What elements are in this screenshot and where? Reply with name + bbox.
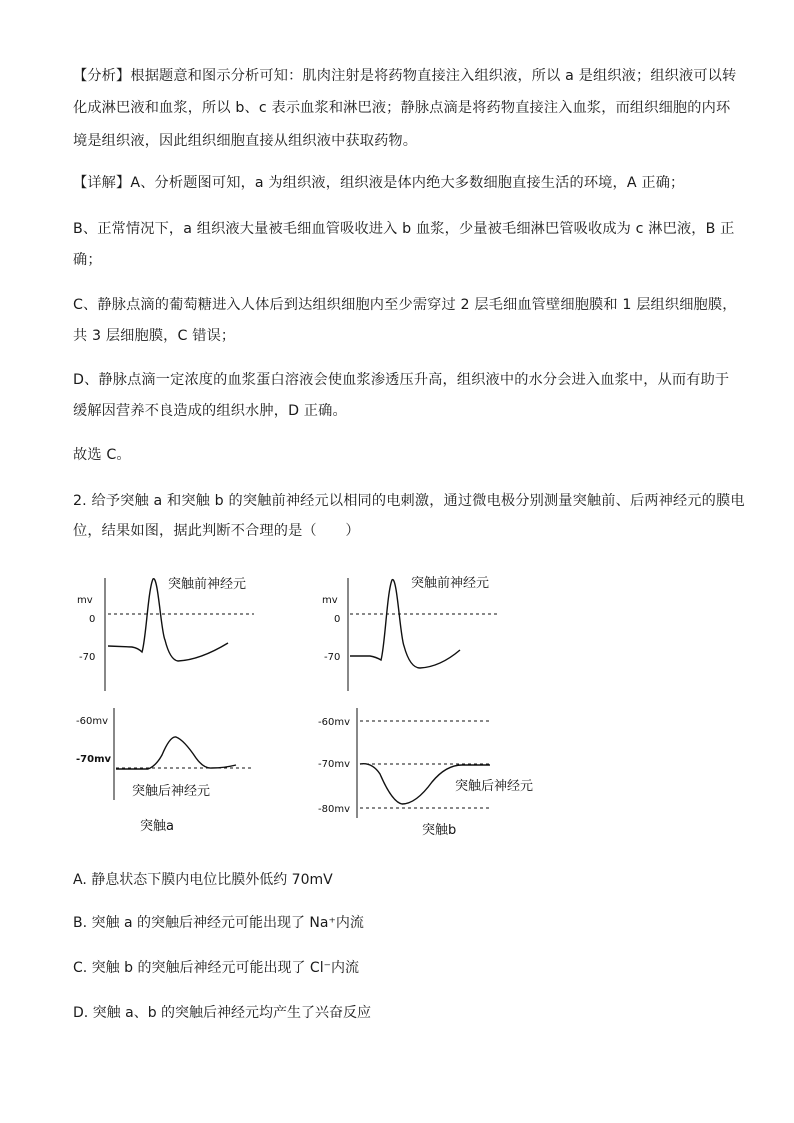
- panel-b-pre: [322, 575, 497, 691]
- panel-b-post-tick-neg60mv: -60mv: [318, 717, 350, 728]
- panel-a-post: [76, 708, 253, 834]
- panel-b-post-title: 突触后神经元: [455, 779, 534, 794]
- panel-b-caption: 突触b: [422, 823, 457, 838]
- panel-b-pre-title: 突触前神经元: [411, 576, 490, 591]
- panel-a-post-tick-neg70mv: -70mv: [76, 754, 112, 765]
- panel-b-post-tick-neg80mv: -80mv: [318, 804, 350, 815]
- detail-c-line-1: C、静脉点滴的葡萄糖进入人体后到达组织细胞内至少需穿过 2 层毛细血管壁细胞膜和 1 层组织细胞膜，: [73, 297, 737, 313]
- detail-b-line-2: 确；: [73, 252, 102, 268]
- panel-a-post-trace: [116, 737, 236, 769]
- detail-b-line-1: B、正常情况下，a 组织液大量被毛细血管吸收进入 b 血浆，少量被毛细淋巴管吸收成为 c 淋巴液，B 正: [73, 221, 735, 237]
- option-c: C. 突触 b 的突触后神经元可能出现了 Cl⁻内流: [73, 960, 359, 976]
- panel-a-pre-title: 突触前神经元: [168, 577, 247, 592]
- panel-b-pre-tick-0: 0: [334, 614, 341, 625]
- analysis-line-3: 境是组织液，因此组织细胞直接从组织液中获取药物。: [73, 133, 418, 149]
- option-d: D. 突触 a、b 的突触后神经元均产生了兴奋反应: [73, 1005, 372, 1021]
- panel-b-pre-tick-neg70: -70: [324, 652, 341, 663]
- detail-c-line-2: 共 3 层细胞膜，C 错误；: [73, 328, 236, 344]
- panel-a-pre: [77, 576, 254, 691]
- panel-b-pre-unit: mv: [322, 595, 338, 606]
- question-line-2: 位，结果如图，据此判断不合理的是（ ）: [73, 523, 360, 539]
- panel-a-caption: 突触a: [140, 819, 174, 834]
- panel-a-pre-tick-neg70: -70: [79, 652, 96, 663]
- panel-a-post-tick-neg60mv: -60mv: [76, 716, 108, 727]
- detail-a: 【详解】A、分析题图可知，a 为组织液，组织液是体内绝大多数细胞直接生活的环境，A 正确；: [73, 175, 685, 191]
- analysis-line-2: 化成淋巴液和血浆，所以 b、c 表示血浆和淋巴液；静脉点滴是将药物直接注入血浆，而组织细胞的内环: [73, 100, 731, 116]
- panel-a-pre-unit: mv: [77, 595, 93, 606]
- detail-d-line-1: D、静脉点滴一定浓度的血浆蛋白溶液会使血浆渗透压升高，组织液中的水分会进入血浆中，从而有助于: [73, 372, 730, 388]
- detail-choice: 故选 C。: [73, 447, 131, 463]
- figure: [0, 560, 794, 850]
- option-a: A. 静息状态下膜内电位比膜外低约 70mV: [73, 872, 333, 888]
- analysis-line-1: 【分析】根据题意和图示分析可知：肌肉注射是将药物直接注入组织液，所以 a 是组织液；组织液可以转: [73, 68, 737, 84]
- option-b: B. 突触 a 的突触后神经元可能出现了 Na⁺内流: [73, 915, 364, 931]
- question-line-1: 2. 给予突触 a 和突触 b 的突触前神经元以相同的电刺激，通过微电极分别测量突触前、后两神经元的膜电: [73, 493, 745, 509]
- panel-b-pre-trace: [350, 580, 460, 668]
- detail-d-line-2: 缓解因营养不良造成的组织水肿，D 正确。: [73, 403, 347, 419]
- panel-b-post-tick-neg70mv: -70mv: [318, 759, 350, 770]
- panel-a-post-title: 突触后神经元: [132, 784, 211, 799]
- panel-a-pre-tick-0: 0: [89, 614, 96, 625]
- panel-b-post: [318, 708, 533, 838]
